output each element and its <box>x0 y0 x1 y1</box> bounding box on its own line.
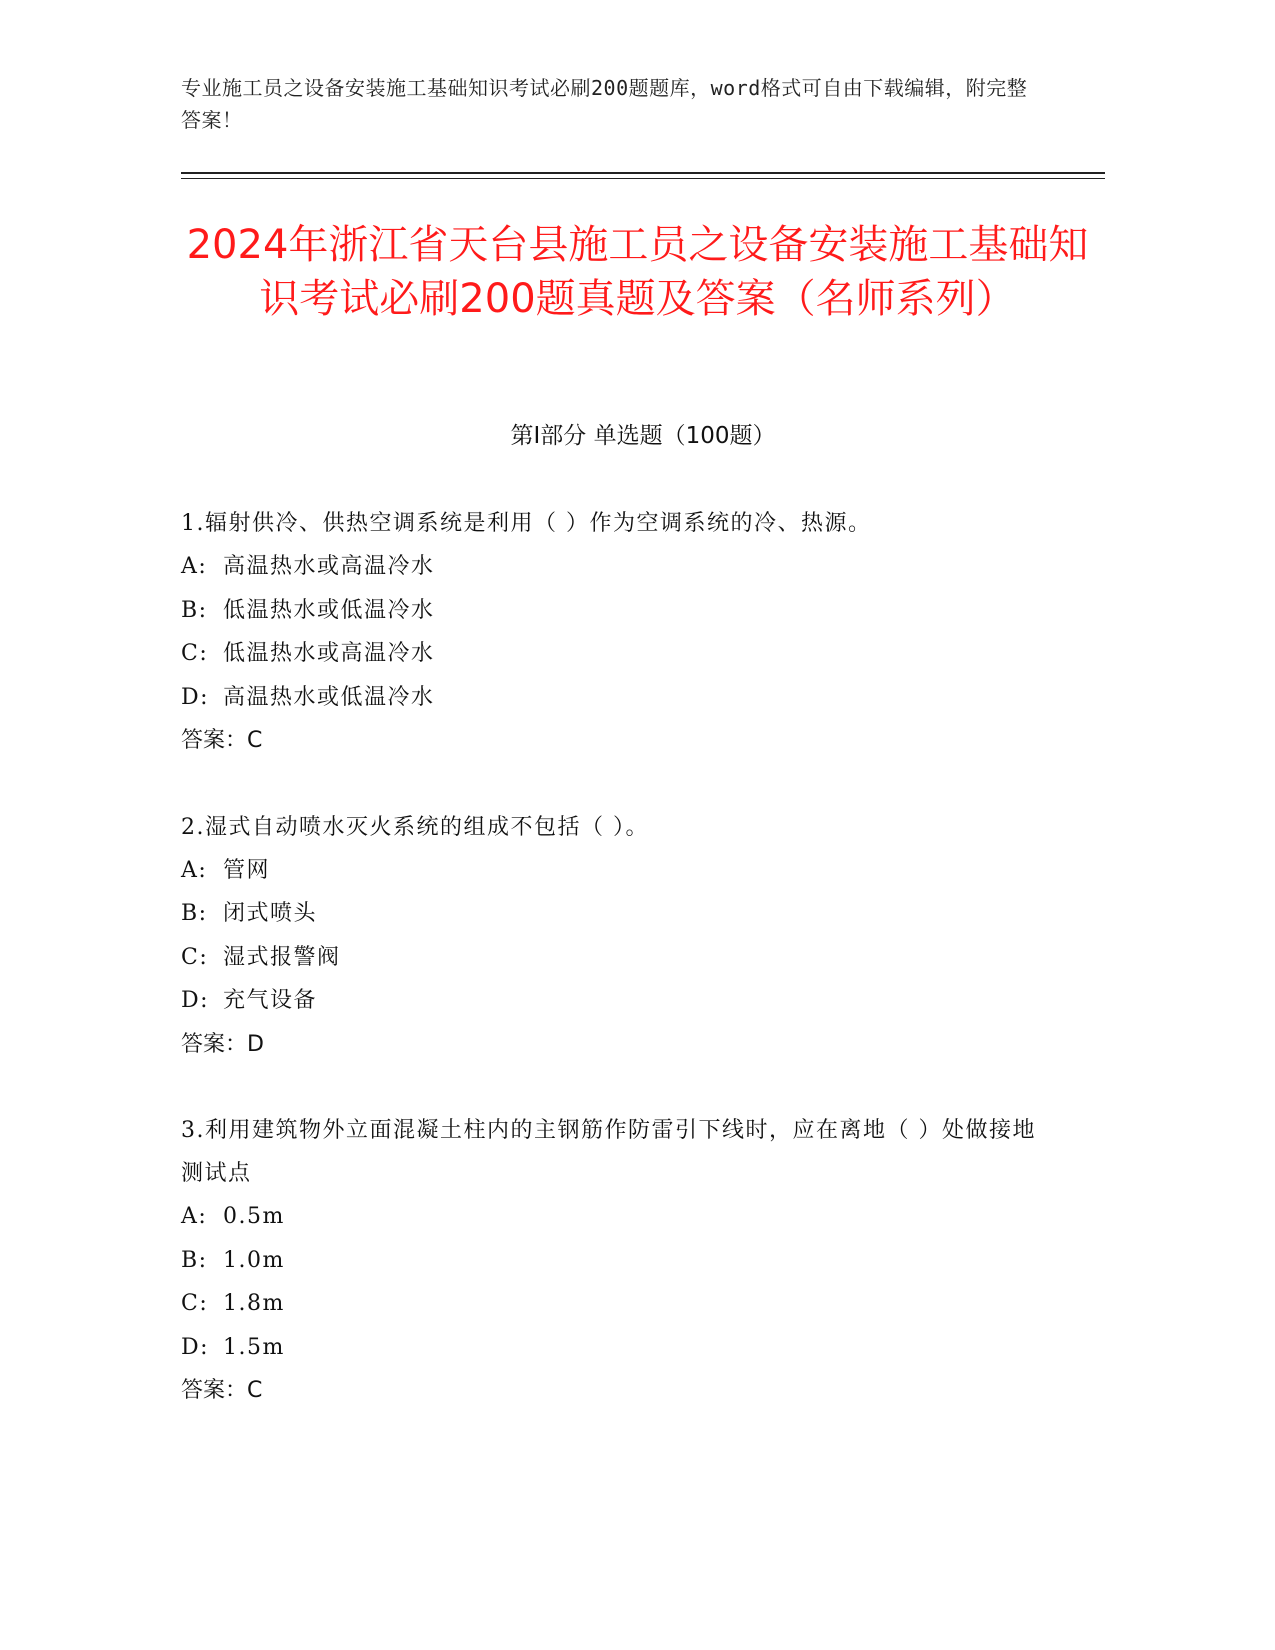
option-text: 1.5m <box>223 1334 285 1360</box>
option-letter: B: <box>181 1247 208 1273</box>
option-text: 高温热水或高温冷水 <box>223 554 435 579</box>
option-text: 低温热水或低温冷水 <box>223 597 435 623</box>
option-text: 湿式报警阀 <box>223 944 341 970</box>
header-rule-thin <box>181 178 1105 179</box>
question-item <box>181 806 1041 1067</box>
document-title: 2024年浙江省天台县施工员之设备安装施工基础知识考试必刷200题真题及答案（名师系列） <box>186 222 1089 322</box>
option-letter: D: <box>181 1334 210 1360</box>
question-option <box>181 589 1041 633</box>
header-rule-thick <box>181 172 1105 174</box>
option-letter: C: <box>181 1291 209 1316</box>
question-option <box>181 849 1041 893</box>
question-item <box>181 1109 1041 1413</box>
option-letter: A: <box>181 857 208 883</box>
question-option <box>181 545 1041 589</box>
option-letter: C: <box>181 641 209 666</box>
question-answer: 答案：C <box>181 1378 263 1403</box>
question-stem: 2.湿式自动喷水灭火系统的组成不包括（ ）。 <box>181 814 649 840</box>
option-text: 高温热水或低温冷水 <box>223 684 435 710</box>
header-note: 专业施工员之设备安装施工基础知识考试必刷200题题库，word格式可自由下载编辑，附完整答案！ <box>181 76 1028 132</box>
question-list <box>181 502 1041 1456</box>
question-option <box>181 676 1041 720</box>
question-option <box>181 936 1041 980</box>
question-answer: 答案：D <box>181 1031 264 1057</box>
question-stem: 1.辐射供冷、供热空调系统是利用（ ）作为空调系统的冷、热源。 <box>181 511 872 536</box>
option-text: 闭式喷头 <box>223 901 318 926</box>
option-text: 1.8m <box>223 1291 285 1316</box>
option-text: 1.0m <box>223 1247 285 1273</box>
question-option <box>181 1239 1041 1283</box>
question-option <box>181 892 1041 936</box>
question-option <box>181 979 1041 1023</box>
option-letter: B: <box>181 901 208 926</box>
option-letter: C: <box>181 944 209 970</box>
option-letter: D: <box>181 684 210 710</box>
option-letter: A: <box>181 1204 208 1229</box>
option-letter: A: <box>181 554 208 579</box>
question-item <box>181 502 1041 763</box>
question-option <box>181 632 1041 676</box>
question-stem: 3.利用建筑物外立面混凝土柱内的主钢筋作防雷引下线时，应在离地（ ）处做接地测试点 <box>181 1118 1036 1186</box>
option-letter: D: <box>181 988 210 1013</box>
question-option <box>181 1326 1041 1370</box>
option-text: 充气设备 <box>223 988 318 1013</box>
question-option <box>181 1282 1041 1326</box>
option-text: 0.5m <box>223 1204 285 1229</box>
question-answer: 答案：C <box>181 728 263 753</box>
section-heading: 第Ⅰ部分 单选题（100题） <box>510 423 776 449</box>
option-text: 管网 <box>223 857 271 883</box>
option-letter: B: <box>181 597 208 623</box>
question-option <box>181 1195 1041 1239</box>
option-text: 低温热水或高温冷水 <box>223 641 435 666</box>
